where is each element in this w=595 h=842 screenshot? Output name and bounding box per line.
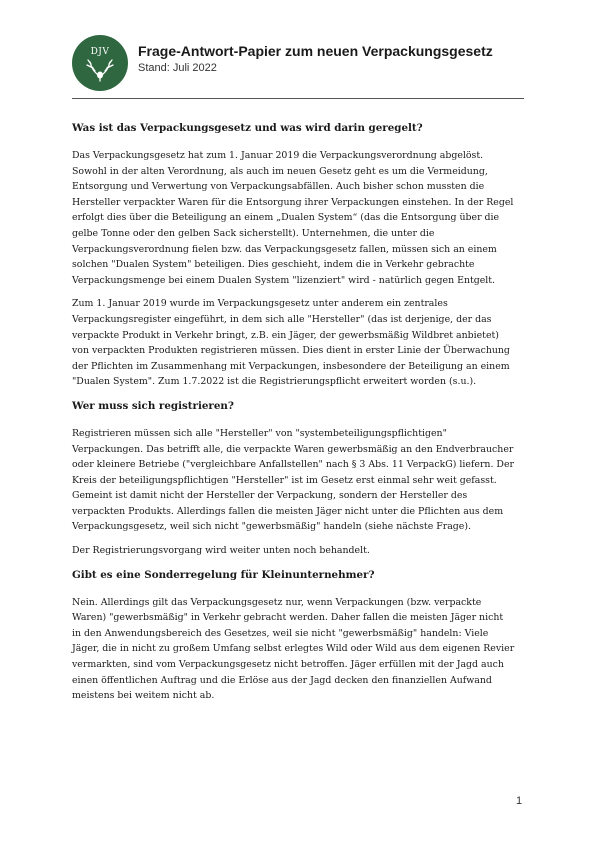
document-body [72,114,524,712]
header-divider [72,98,524,99]
text-line: Waren) "gewerbsmäßig" in Verkehr gebracht werden. Daher fallen die meisten Jäger nicht [72,612,504,624]
text-line: oder kleinere Betriebe ("vergleichbare Anfallstellen" nach § 3 Abs. 11 VerpackG) liefern. Der [72,459,514,471]
paragraph [72,426,524,535]
question-heading: Wer muss sich registrieren? [72,399,234,412]
paragraph [72,595,524,704]
text-line: Sowohl in der alten Verordnung, als auch im neuen Gesetz geht es um die Vermeidung, [72,165,488,177]
text-line: erfolgt dies über die Beteiligung an einem „Dualen System“ (das die Entsorgung über die [72,212,500,224]
text-line: "Dualen System". Zum 1.7.2022 ist die Registrierungspflicht erweitert worden (s.u.). [72,376,477,388]
text-line: Jäger, die in nicht zu großem Umfang selbst erlegtes Wild oder Wild aus dem eigenen Revier [72,643,515,655]
text-line: Kreis der beteiligungspflichtigen "Hersteller" ist im Gesetz erst einmal sehr weit gefasst. [72,474,497,486]
text-line: Der Registrierungsvorgang wird weiter unten noch behandelt. [72,545,370,557]
text-line: verpackte Produkt in Verkehr bringt, z.B. ein Jäger, der gewerbsmäßig Wildbret anbietet) [72,329,499,341]
djv-logo [72,35,128,91]
text-line: Verpackungsverordnung fielen bzw. das Verpackungsgesetz fallen, müssen sich an einem [72,243,497,255]
logo-text: DJV [90,46,110,57]
text-line: in den Anwendungsbereich des Gesetzes, weil sie nicht "gewerbsmäßig" handeln: Viele [72,627,489,639]
text-line: gelbe Tonne oder den gelben Sack sicherstellt). Unternehmen, die unter die [72,227,435,239]
text-line: vermarkten, sind vom Verpackungsgesetz nicht betroffen. Jäger erfüllen mit der Jagd auch [72,659,504,671]
text-line: der Pflichten im Zusammenhang mit Verpackungen, insbesondere der Beteiligung an einem [72,360,510,372]
text-line: Registrieren müssen sich alle "Hersteller" von "systembeteiligungspflichtigen" [72,427,447,439]
document-date: Stand: Juli 2022 [138,62,217,74]
text-line: einen öffentlichen Auftrag und die Erlöse aus der Jagd decken den finanziellen Aufwand [72,674,492,686]
text-line: Entsorgung und Verwertung von Verpackungsabfällen. Auch bisher schon mussten die [72,181,485,193]
question-heading: Gibt es eine Sonderregelung für Kleinunternehmer? [72,568,375,581]
text-line: verpackten Produkts. Allerdings fallen die meisten Jäger nicht unter die Pflichten aus dem [72,505,504,517]
text-line: von verpackten Produkten registrieren müssen. Dies dient in erster Linie der Überwachung [72,345,510,357]
text-line: Verpackungen. Das betrifft alle, die verpackte Waren gewerbsmäßig an den Endverbraucher [72,443,514,455]
paragraph [72,148,524,288]
document-title: Frage-Antwort-Papier zum neuen Verpackungsgesetz [138,43,493,59]
question-heading: Was ist das Verpackungsgesetz und was wird darin geregelt? [72,122,423,134]
text-line: Nein. Allerdings gilt das Verpackungsgesetz nur, wenn Verpackungen (bzw. verpackte [72,596,482,608]
deer-antler-icon [83,58,117,82]
paragraph [72,543,524,559]
text-line: Verpackungsregister eingeführt, in dem sich alle "Hersteller" (das ist derjenige, der das [72,313,492,325]
page-number: 1 [516,795,523,807]
paragraph [72,296,524,390]
text-line: Zum 1. Januar 2019 wurde im Verpackungsgesetz unter anderem ein zentrales [72,298,448,310]
text-line: Das Verpackungsgesetz hat zum 1. Januar 2019 die Verpackungsverordnung abgelöst. [72,150,484,161]
text-line: solchen "Dualen System" beteiligen. Dies geschieht, indem die in Verkehr gebrachte [72,259,475,271]
text-line: Verpackungsmenge bei einem Dualen System "lizenziert" wird - natürlich gegen Entgelt. [72,274,496,286]
text-line: meistens bei weitem nicht ab. [72,690,215,702]
text-line: Gemeint ist damit nicht der Hersteller der Verpackung, sondern der Hersteller des [72,490,468,502]
text-line: Hersteller verpackter Waren für die Entsorgung ihrer Verpackungen einstehen. In der Regel [72,196,514,208]
text-line: Verpackungsgesetz, weil sich nicht "gewerbsmäßig" handeln (siehe nächste Frage). [72,521,471,533]
